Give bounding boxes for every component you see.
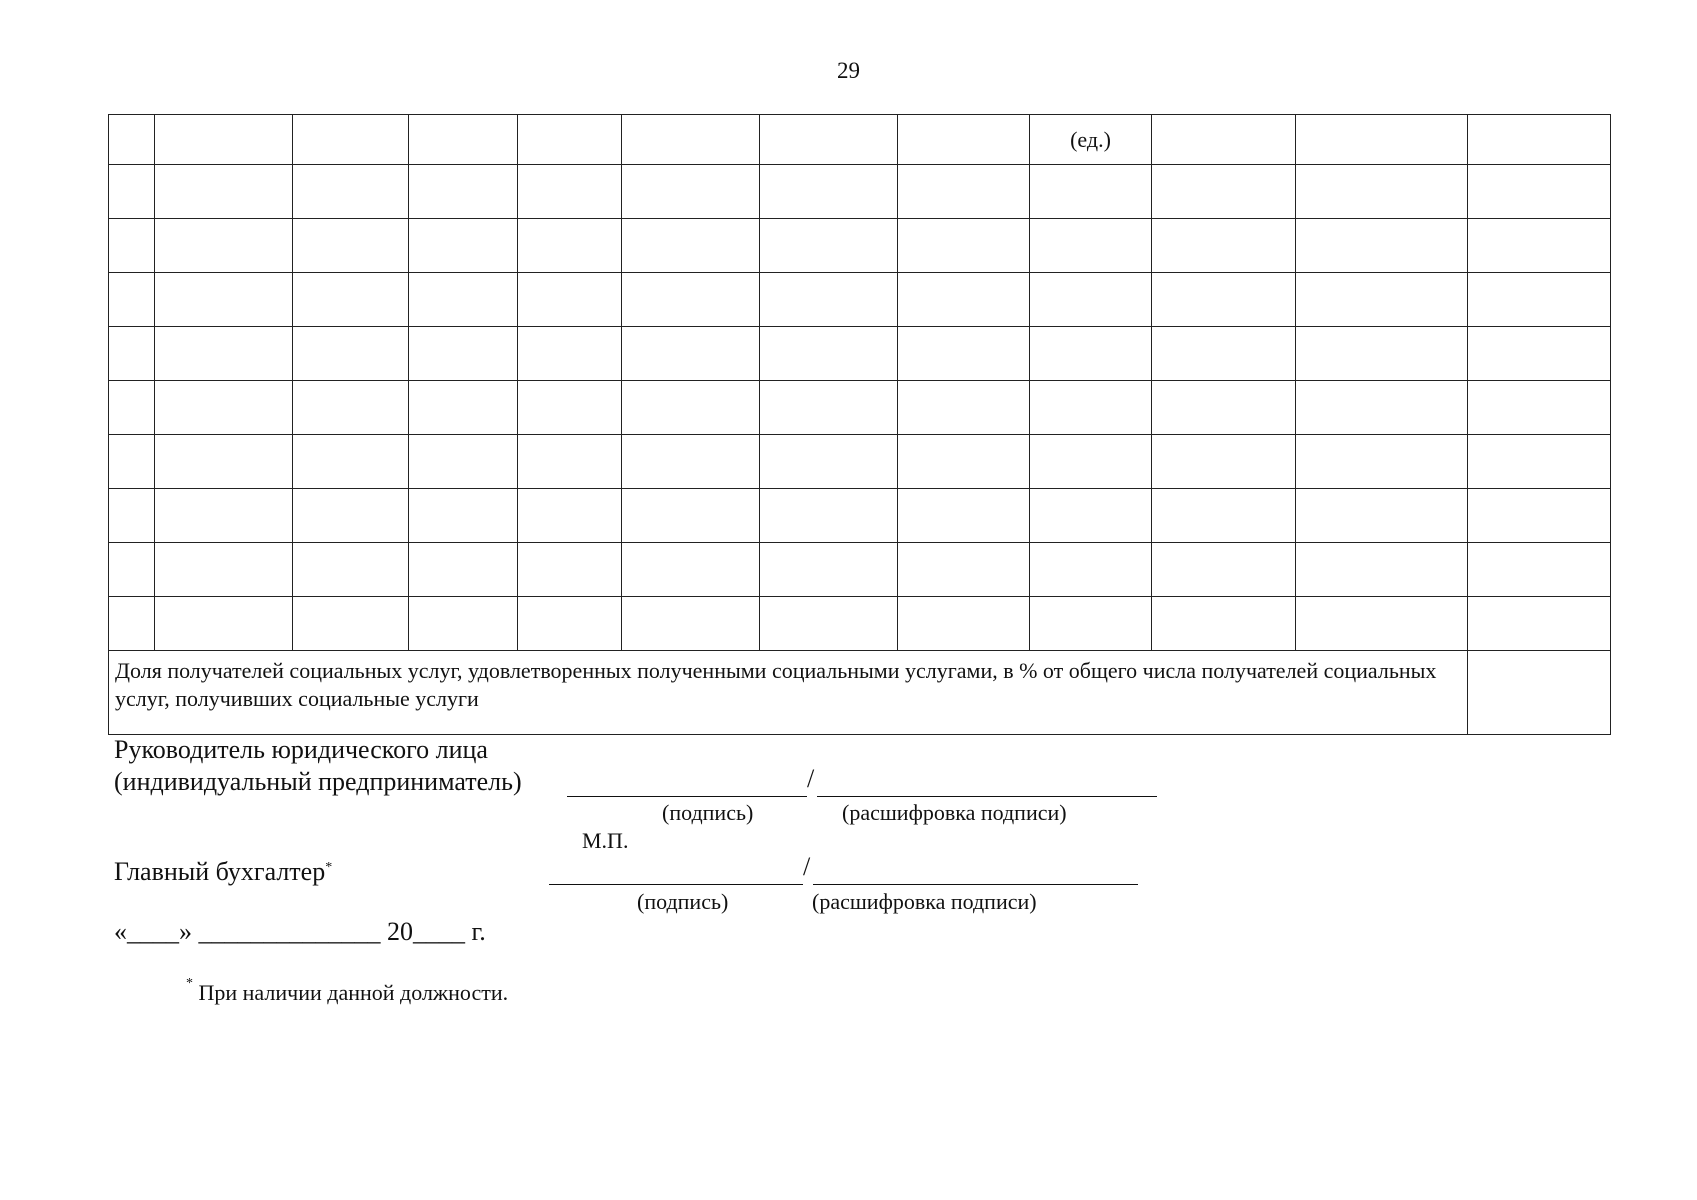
table-cell[interactable] <box>109 489 155 543</box>
table-cell[interactable] <box>409 381 518 435</box>
table-cell[interactable] <box>409 543 518 597</box>
accountant-decoding-caption: (расшифровка подписи) <box>812 889 1037 914</box>
table-cell[interactable] <box>1468 165 1611 219</box>
head-decoding-caption: (расшифровка подписи) <box>842 800 1067 825</box>
table-cell[interactable] <box>760 219 898 273</box>
table-cell[interactable] <box>1152 489 1296 543</box>
table-cell[interactable] <box>109 327 155 381</box>
table-cell <box>760 115 898 165</box>
footnote: * При наличии данной должности. <box>186 976 509 1005</box>
table-cell[interactable] <box>622 165 760 219</box>
table-row <box>109 115 1611 165</box>
table-cell[interactable] <box>1152 597 1296 651</box>
table-cell[interactable] <box>1152 435 1296 489</box>
table-cell[interactable] <box>293 219 409 273</box>
table-cell[interactable] <box>293 165 409 219</box>
table-cell[interactable] <box>1468 327 1611 381</box>
table-cell <box>155 115 293 165</box>
footnote-mark: * <box>186 976 193 991</box>
table-row <box>109 273 1611 327</box>
table-cell[interactable] <box>622 219 760 273</box>
table-cell[interactable] <box>409 435 518 489</box>
table-cell[interactable] <box>409 327 518 381</box>
table-cell[interactable] <box>1296 327 1468 381</box>
table-cell[interactable] <box>518 489 622 543</box>
page-number: 29 <box>837 58 860 83</box>
table-row <box>109 381 1611 435</box>
table-cell[interactable] <box>293 489 409 543</box>
table-cell[interactable] <box>1296 543 1468 597</box>
date-line[interactable]: «____» ______________ 20____ г. <box>114 917 486 946</box>
table-cell[interactable] <box>1030 381 1152 435</box>
head-line2: (индивидуальный предприниматель) <box>114 767 522 796</box>
table-cell[interactable] <box>898 543 1030 597</box>
table-cell[interactable] <box>518 165 622 219</box>
accountant-decoding-field[interactable] <box>813 884 1138 885</box>
table-cell[interactable] <box>622 273 760 327</box>
table-cell[interactable] <box>155 543 293 597</box>
table-cell[interactable] <box>898 273 1030 327</box>
summary-row <box>109 651 1611 735</box>
table-cell[interactable] <box>518 543 622 597</box>
table-cell[interactable] <box>1296 597 1468 651</box>
slash-divider: / <box>807 764 815 793</box>
table-row <box>109 435 1611 489</box>
table-cell[interactable] <box>622 489 760 543</box>
table-cell[interactable] <box>409 489 518 543</box>
table-cell[interactable] <box>1152 165 1296 219</box>
accountant-signature-field[interactable] <box>549 884 803 885</box>
summary-label: Доля получателей социальных услуг, удовлетворенных полученными социальными услугами, в % от общего числа получателей социальных услуг, получивших социальные услуги <box>109 651 1468 735</box>
table-cell[interactable] <box>898 435 1030 489</box>
table-cell[interactable] <box>109 435 155 489</box>
accountant-label: Главный бухгалтер* <box>114 857 333 886</box>
table-cell[interactable] <box>155 435 293 489</box>
table-cell[interactable] <box>293 597 409 651</box>
accountant-footnote-mark: * <box>325 860 333 875</box>
head-line1: Руководитель юридического лица <box>114 735 488 764</box>
table-cell[interactable] <box>622 435 760 489</box>
table-cell[interactable] <box>518 597 622 651</box>
table-cell[interactable] <box>898 327 1030 381</box>
table-cell[interactable] <box>518 273 622 327</box>
summary-value-cell[interactable] <box>1468 651 1611 735</box>
table-cell[interactable] <box>898 219 1030 273</box>
head-decoding-field[interactable] <box>817 796 1157 797</box>
table-cell <box>109 115 155 165</box>
table-cell[interactable] <box>1030 219 1152 273</box>
table-cell[interactable] <box>1152 219 1296 273</box>
table-row <box>109 165 1611 219</box>
table-cell[interactable] <box>155 597 293 651</box>
table-cell[interactable] <box>293 273 409 327</box>
table-cell[interactable] <box>155 327 293 381</box>
table-cell[interactable] <box>1030 327 1152 381</box>
head-signature-caption: (подпись) <box>662 800 754 825</box>
table-cell[interactable] <box>622 543 760 597</box>
table-cell[interactable] <box>760 165 898 219</box>
table-cell[interactable] <box>898 597 1030 651</box>
table-cell[interactable] <box>622 597 760 651</box>
table-cell[interactable] <box>898 489 1030 543</box>
table-cell[interactable] <box>109 219 155 273</box>
table-cell[interactable] <box>760 435 898 489</box>
table-cell[interactable] <box>1030 543 1152 597</box>
slash-divider: / <box>803 852 811 881</box>
table-cell[interactable] <box>518 327 622 381</box>
table-cell[interactable] <box>1296 219 1468 273</box>
table-cell <box>1468 115 1611 165</box>
table-cell[interactable] <box>1030 165 1152 219</box>
table-cell <box>1296 115 1468 165</box>
table-cell[interactable] <box>1468 435 1611 489</box>
table-cell[interactable] <box>155 381 293 435</box>
table-cell[interactable] <box>622 327 760 381</box>
table-row <box>109 543 1611 597</box>
table-row <box>109 327 1611 381</box>
table-cell[interactable] <box>1468 273 1611 327</box>
table-cell[interactable] <box>518 381 622 435</box>
table-row <box>109 219 1611 273</box>
table-cell[interactable] <box>155 219 293 273</box>
table-cell[interactable] <box>760 381 898 435</box>
table-cell[interactable] <box>1296 165 1468 219</box>
table-cell[interactable] <box>109 165 155 219</box>
table-cell[interactable] <box>293 543 409 597</box>
table-cell[interactable] <box>1468 489 1611 543</box>
table-cell[interactable] <box>622 381 760 435</box>
table-cell[interactable] <box>760 327 898 381</box>
table-cell[interactable] <box>1468 381 1611 435</box>
table-cell[interactable] <box>1468 597 1611 651</box>
table-cell[interactable] <box>1296 381 1468 435</box>
table-cell[interactable] <box>1468 219 1611 273</box>
head-signature-field[interactable] <box>567 796 807 797</box>
table-cell[interactable] <box>1152 381 1296 435</box>
table-cell[interactable] <box>1296 273 1468 327</box>
table-row <box>109 597 1611 651</box>
table-cell[interactable] <box>898 165 1030 219</box>
table-row <box>109 489 1611 543</box>
table-cell[interactable] <box>155 489 293 543</box>
table-cell[interactable] <box>409 597 518 651</box>
table-cell[interactable] <box>1030 435 1152 489</box>
table-cell[interactable] <box>409 165 518 219</box>
table-cell[interactable] <box>155 273 293 327</box>
table-cell[interactable] <box>1296 435 1468 489</box>
table-cell <box>898 115 1030 165</box>
accountant-signature-caption: (подпись) <box>637 889 729 914</box>
report-table <box>108 114 1611 735</box>
table-cell[interactable] <box>293 435 409 489</box>
table-cell[interactable] <box>293 381 409 435</box>
table-cell[interactable] <box>109 543 155 597</box>
table-cell[interactable] <box>518 435 622 489</box>
table-cell <box>293 115 409 165</box>
table-cell[interactable] <box>1030 489 1152 543</box>
table-cell[interactable] <box>1030 273 1152 327</box>
table-cell[interactable] <box>109 597 155 651</box>
table-cell[interactable] <box>1030 597 1152 651</box>
table-cell <box>622 115 760 165</box>
stamp-label: М.П. <box>582 828 629 853</box>
table-cell[interactable] <box>760 543 898 597</box>
table-cell[interactable] <box>1152 273 1296 327</box>
table-cell[interactable] <box>1468 543 1611 597</box>
table-cell[interactable] <box>518 219 622 273</box>
table-cell[interactable] <box>1296 489 1468 543</box>
table-cell[interactable] <box>409 273 518 327</box>
table-cell[interactable] <box>293 327 409 381</box>
table-cell <box>1152 115 1296 165</box>
table-cell[interactable] <box>109 273 155 327</box>
table-cell <box>518 115 622 165</box>
table-cell[interactable] <box>760 597 898 651</box>
table-cell[interactable] <box>409 219 518 273</box>
table-cell[interactable] <box>155 165 293 219</box>
table-cell[interactable] <box>760 273 898 327</box>
table-cell[interactable] <box>109 381 155 435</box>
unit-cell: (ед.) <box>1030 115 1152 165</box>
table-cell[interactable] <box>898 381 1030 435</box>
table-cell[interactable] <box>1152 327 1296 381</box>
table-cell[interactable] <box>1152 543 1296 597</box>
table-cell <box>409 115 518 165</box>
table-cell[interactable] <box>760 489 898 543</box>
